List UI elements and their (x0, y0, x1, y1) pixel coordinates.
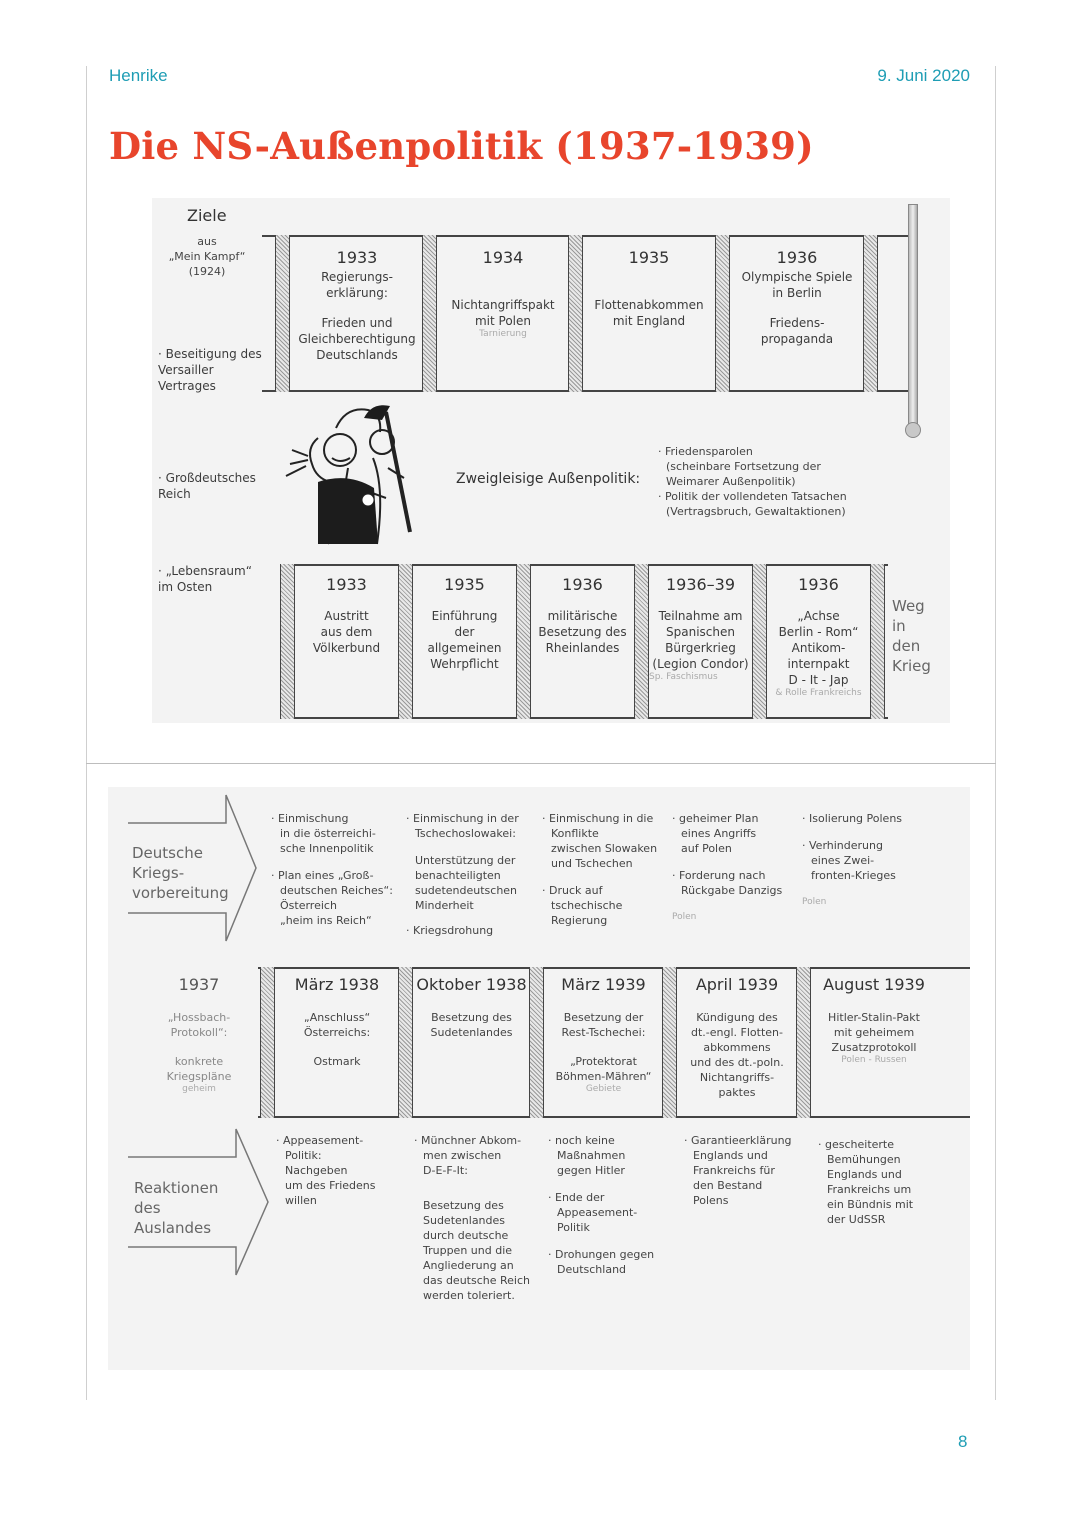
row2-cell-1933: 1933 Austritt aus dem Völkerbund (312, 575, 381, 655)
reaction-col-4: · Garantieerklärung Englands und Frankreichs für den Bestand Polens (684, 1133, 808, 1208)
goals-source: aus „Mein Kampf“ (1924) (168, 235, 246, 278)
row2-divider (398, 564, 413, 719)
reaction-col-3: · noch keine Maßnahmen gegen Hitler · Ende der Appeasement- Politik · Drohungen gegen Deutschland (548, 1133, 672, 1277)
date-row-bottom-line (258, 1116, 970, 1118)
preparation-label: Deutsche Kriegs- vorbereitung (132, 844, 229, 902)
date-cell-april-1939: April 1939 Kündigung des dt.-engl. Flotten- abkommens und des dt.-poln. Nichtangriffs- paktes (690, 975, 784, 1099)
row2-cell-1936-rheinland: 1936 militärische Besetzung des Rheinlandes (538, 575, 627, 655)
date-row-top-line (258, 967, 970, 969)
panel-separator (86, 763, 996, 764)
author-name: Henrike (109, 66, 168, 85)
row2-divider (752, 564, 767, 719)
reaction-col-5: · gescheiterte Bemühungen Englands und Frankreichs um ein Bündnis mit der UdSSR (818, 1137, 942, 1227)
prep-col-2: · Einmischung in der Tschechoslowakei: Unterstützung der benachteiligten sudetendeutschen Minderheit · Kriegsdrohung (406, 811, 538, 938)
row1-divider (568, 235, 583, 392)
policy-notes: · Friedensparolen (scheinbare Fortsetzung der Weimarer Außenpolitik) · Politik der vollendeten Tatsachen (Vertragsbruch, Gewaltaktionen) (658, 444, 898, 519)
row1-cell-1933: 1933 Regierungs- erklärung: Frieden und Gleichberechtigung Deutschlands (298, 248, 416, 362)
row2-bottom-line (280, 717, 888, 719)
row1-divider (715, 235, 730, 392)
row1-divider (863, 235, 878, 392)
row1-bottom-line (262, 390, 912, 392)
date-row-divider (662, 967, 677, 1118)
scroll-rod (908, 204, 918, 434)
prep-col-5: · Isolierung Polens · Verhinderung eines Zwei- fronten-Krieges Polen (802, 811, 932, 910)
scroll-rod-knob (905, 422, 921, 438)
row2-cell-1936-39: 1936–39 Teilnahme am Spanischen Bürgerkrieg (Legion Condor) Sp. Faschismus (649, 575, 749, 682)
prep-col-4: · geheimer Plan eines Angriffs auf Polen · Forderung nach Rückgabe Danzigs Polen (672, 811, 798, 925)
date-row-divider (796, 967, 811, 1118)
prep-col-1: · Einmischung in die österreichi- sche Innenpolitik · Plan eines „Groß- deutschen Reiches“: Österreich „heim ins Reich“ (271, 811, 401, 928)
right-margin-line (995, 66, 996, 1400)
date-row-divider (398, 967, 413, 1118)
date-row-divider (529, 967, 544, 1118)
row2-divider (516, 564, 531, 719)
page-number: 8 (958, 1432, 968, 1451)
row2-top-line (280, 564, 888, 566)
row2-cell-1935: 1935 Einführung der allgemeinen Wehrpflicht (427, 575, 502, 671)
date-cell-maerz-1939: März 1939 Besetzung der Rest-Tschechei: „Protektorat Böhmen-Mähren“ Gebiete (555, 975, 652, 1094)
goal-versailles: · Beseitigung des Versailler Vertrages (158, 346, 266, 394)
caricature-illustration (278, 398, 448, 548)
left-margin-line (86, 66, 87, 1400)
reaction-col-2: · Münchner Abkom- men zwischen D-E-F-It: Besetzung des Sudetenlandes durch deutsche Truppen und die Angliederung an das deutsche Reich werden toleriert. (414, 1133, 544, 1303)
page-title: Die NS-Außenpolitik (1937-1939) (109, 124, 814, 168)
row1-cell-1935: 1935 Flottenabkommen mit England (594, 248, 704, 328)
row2-divider (280, 564, 295, 719)
date-cell-oktober-1938: Oktober 1938 Besetzung des Sudetenlandes (416, 975, 527, 1039)
goal-lebensraum: · „Lebensraum“ im Osten (158, 563, 268, 595)
center-label: Zweigleisige Außenpolitik: (456, 471, 641, 487)
date-cell-1937: 1937 „Hossbach- Protokoll“: konkrete Kriegspläne geheim (166, 975, 232, 1094)
row1-divider (422, 235, 437, 392)
war-label: Weg in den Krieg (892, 597, 931, 675)
timeline-bottom-panel (108, 787, 970, 1370)
goals-heading: Ziele (187, 206, 227, 225)
reaction-label: Reaktionen des Auslandes (134, 1179, 219, 1237)
timeline-top-panel (152, 198, 950, 723)
prep-col-3: · Einmischung in die Konflikte zwischen Slowaken und Tschechen · Druck auf tschechische Regierung (542, 811, 670, 928)
date-cell-august-1939: August 1939 Hitler-Stalin-Pakt mit geheimem Zusatzprotokoll Polen - Russen (823, 975, 925, 1065)
row2-divider (870, 564, 885, 719)
note-date: 9. Juni 2020 (877, 66, 970, 85)
row1-divider (275, 235, 290, 392)
goal-grossdeutsches-reich: · Großdeutsches Reich (158, 470, 258, 502)
row1-top-line (262, 235, 912, 237)
date-cell-maerz-1938: März 1938 „Anschluss“ Österreichs: Ostmark (294, 975, 380, 1068)
row1-cell-1934: 1934 Nichtangriffspakt mit Polen Tarnierung (451, 248, 555, 339)
row2-divider (634, 564, 649, 719)
reaction-col-1: · Appeasement- Politik: Nachgeben um des Friedens willen (276, 1133, 400, 1208)
row2-cell-1936-achse: 1936 „Achse Berlin - Rom“ Antikom- internpakt D - It - Jap & Rolle Frankreichs (775, 575, 862, 698)
row1-cell-1936: 1936 Olympische Spiele in Berlin Friedens- propaganda (741, 248, 853, 346)
